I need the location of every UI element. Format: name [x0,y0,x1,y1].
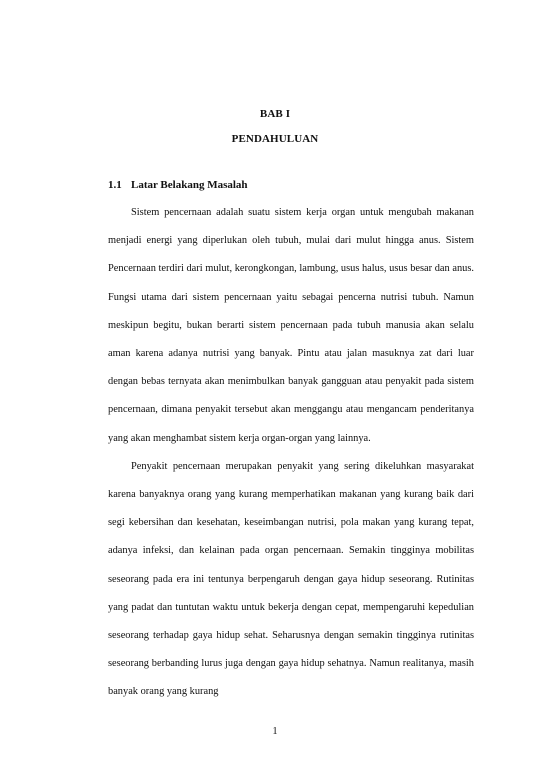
paragraph: Sistem pencernaan adalah suatu sistem kerja organ untuk mengubah makanan menjadi energi yang diperlukan oleh tubuh, mulai dari mulut hingga anus. Sistem Pencernaan terdiri dari mulut, kerongkongan, lambung, usus halus, usus besar dan anus. Fungsi utama dari sistem pencernaan yaitu sebagai pencerna nutrisi tubuh. Namun meskipun begitu, bukan berarti sistem pencernaan pada tubuh manusia akan selalu aman karena adanya nutrisi yang banyak. Pintu atau jalan masuknya zat dari luar dengan bebas ternyata akan menimbulkan banyak gangguan atau penyakit pada sistem pencernaan, dimana penyakit tersebut akan menggangu atau mengancam penderitanya yang akan menghambat sistem kerja organ-organ yang lainnya. [108,207,474,444]
page-number: 1 [272,726,278,737]
paragraph: Penyakit pencernaan merupakan penyakit yang sering dikeluhkan masyarakat karena banyaknya orang yang kurang memperhatikan makanan yang kurang baik dari segi kebersihan dan kesehatan, keseimbangan nutrisi, pola makan yang kurang tepat, adanya infeksi, dan kelainan pada organ pencernaan. Semakin tingginya mobilitas seseorang pada era ini tentunya berpengaruh dengan gaya hidup seseorang. Rutinitas yang padat dan tuntutan waktu untuk bekerja dengan cepat, mempengaruhi kepedulian seseorang terhadap gaya hidup sehat. Seharusnya dengan semakin tingginya rutinitas seseorang berbanding lurus juga dengan gaya hidup sehatnya. Namun realitanya, masih banyak orang yang kurang [108,460,474,698]
section-number: 1.1 [108,179,122,191]
chapter-label: BAB I [259,108,291,120]
chapter-title: PENDAHULUAN [231,133,319,145]
body-text [108,199,474,707]
section-title: Latar Belakang Masalah [131,179,248,191]
section-heading [108,179,248,191]
